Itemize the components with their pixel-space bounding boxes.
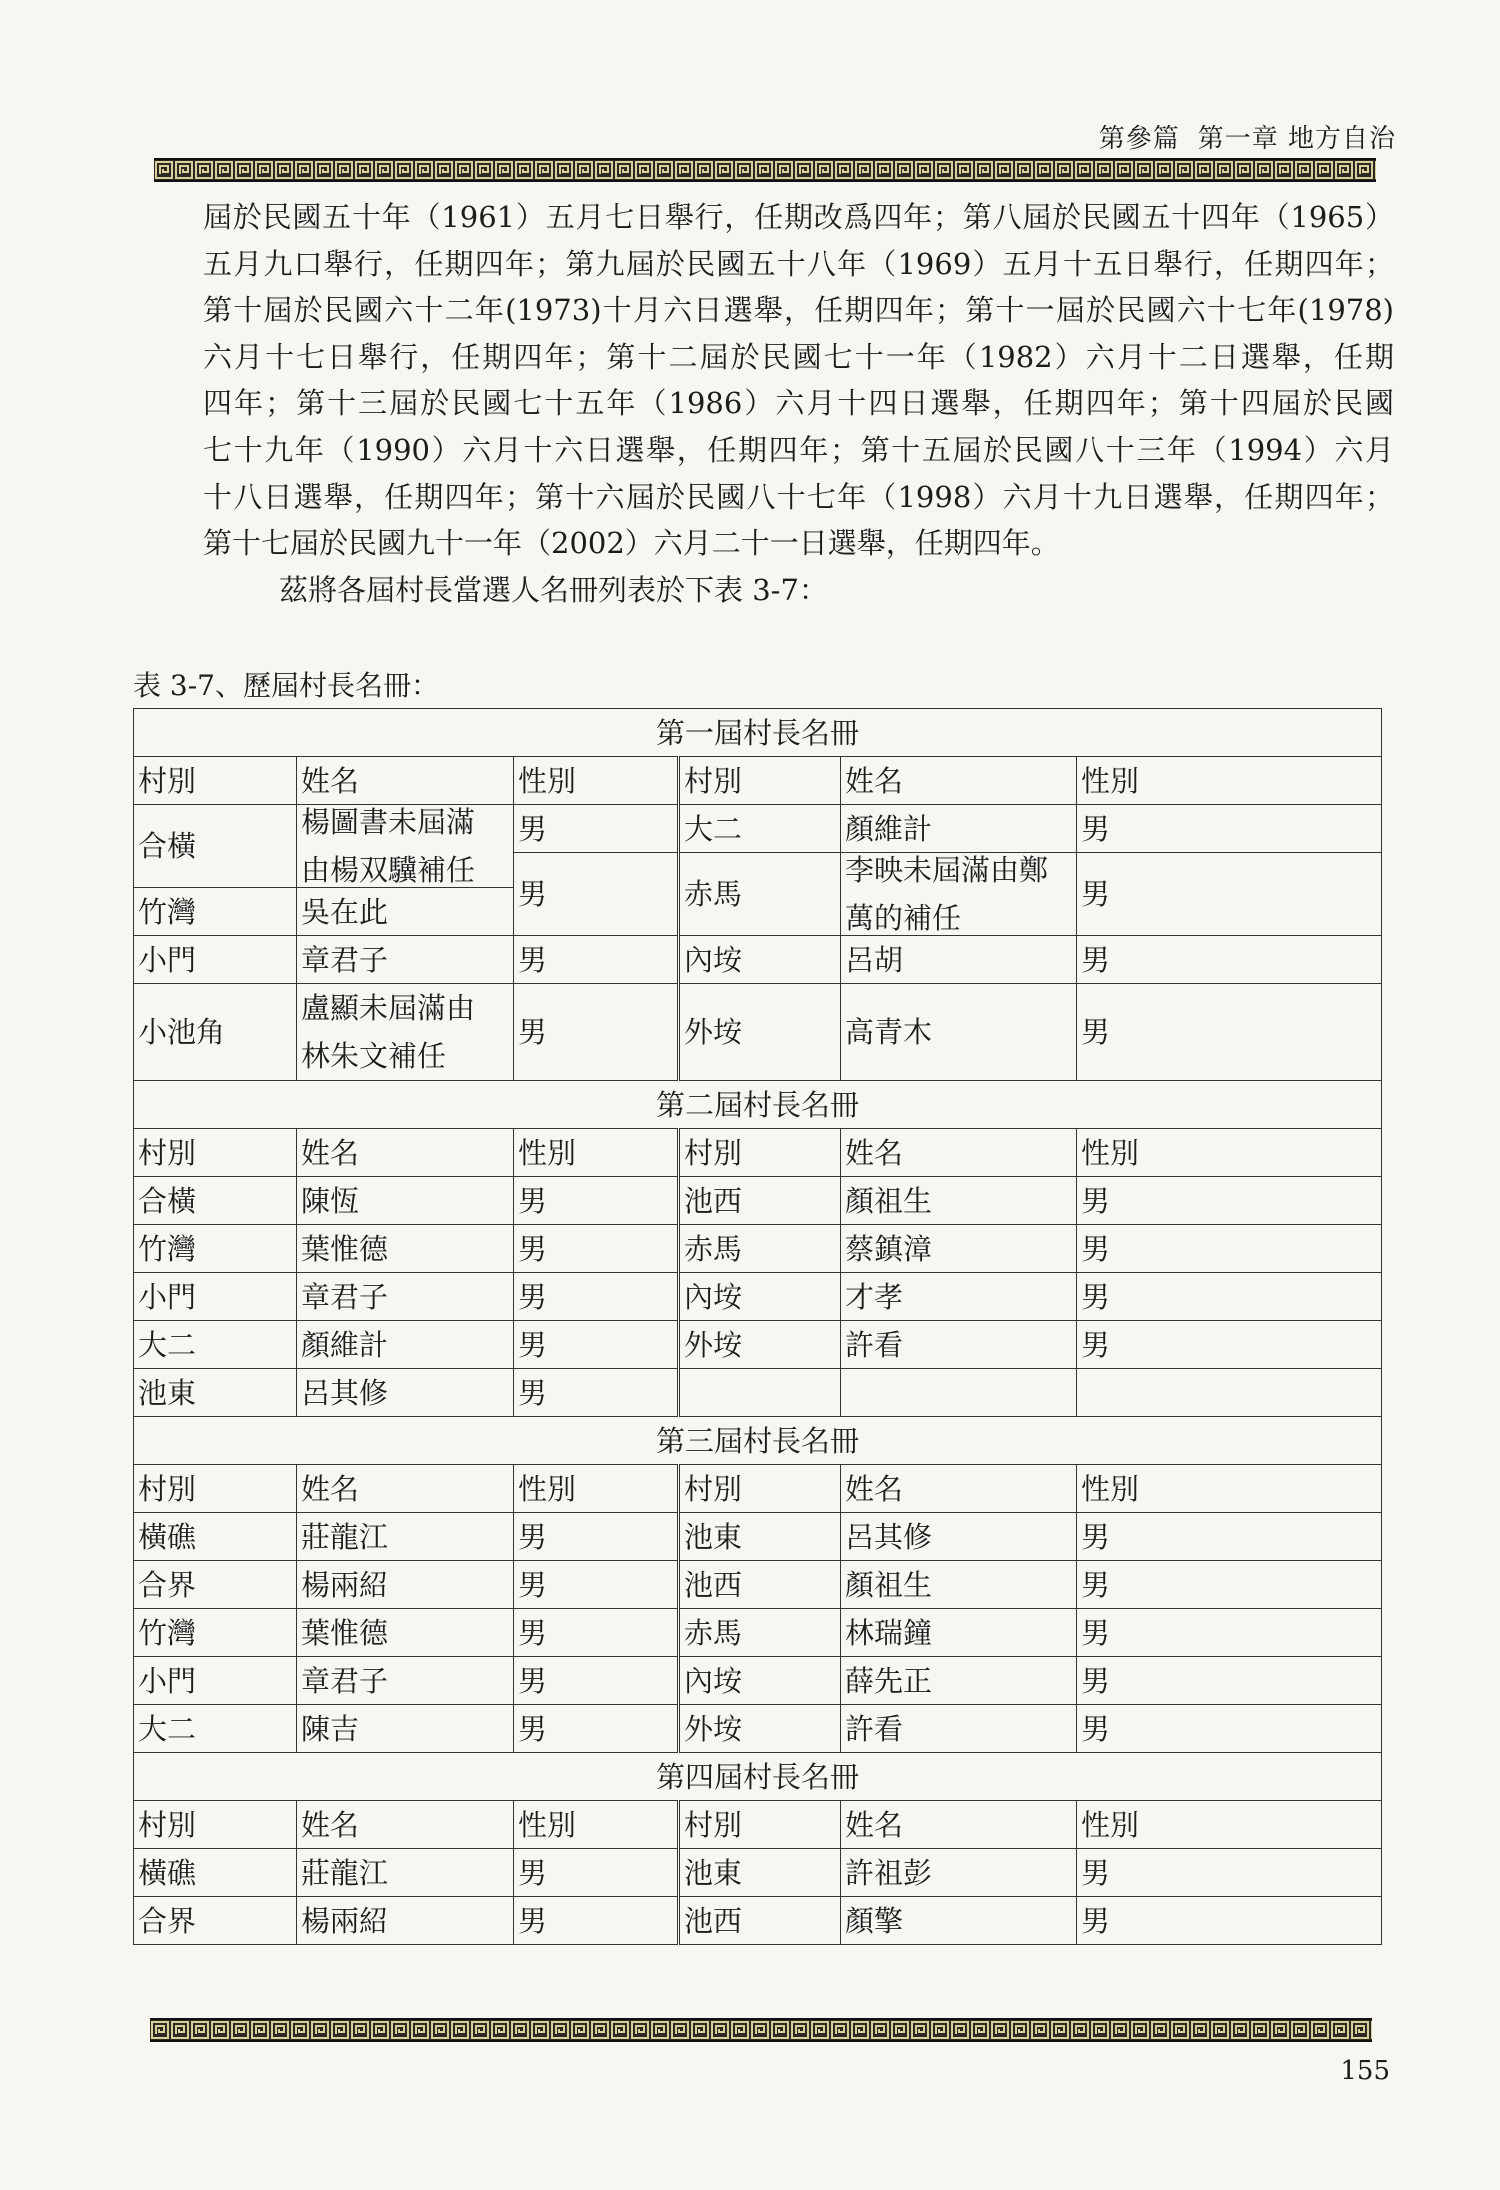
name-cell <box>297 984 514 1081</box>
table-row <box>134 1321 1382 1369</box>
village-cell: 竹灣 <box>134 888 297 936</box>
name-cell: 楊兩紹 <box>297 1897 514 1945</box>
name-cell: 呂胡 <box>841 936 1077 984</box>
gender-cell: 男 <box>1077 1705 1382 1753</box>
table-row <box>134 805 1382 853</box>
name-cell: 高青木 <box>841 984 1077 1081</box>
name-cell: 楊兩紹 <box>297 1561 514 1609</box>
name-cell: 章君子 <box>297 936 514 984</box>
gender-cell: 男 <box>514 805 679 853</box>
village-cell: 內垵 <box>679 1273 841 1321</box>
village-cell: 合橫 <box>134 1177 297 1225</box>
name-cell: 顏維計 <box>297 1321 514 1369</box>
village-chief-roster-table <box>133 708 1382 1945</box>
column-header: 性別 <box>514 757 679 805</box>
village-cell: 合界 <box>134 1561 297 1609</box>
gender-cell: 男 <box>514 1705 679 1753</box>
village-cell: 小池角 <box>134 984 297 1081</box>
village-cell: 池東 <box>679 1513 841 1561</box>
paragraph-line: 十八日選舉，任期四年；第十六屆於民國八十七年（1998）六月十九日選舉，任期四年； <box>203 479 1394 514</box>
name-cell: 葉惟德 <box>297 1225 514 1273</box>
table-row <box>134 936 1382 984</box>
name-cell <box>841 1369 1077 1417</box>
name-cell: 才孝 <box>841 1273 1077 1321</box>
column-header: 性別 <box>514 1465 679 1513</box>
village-cell: 外垵 <box>679 1705 841 1753</box>
name-cell: 薛先正 <box>841 1657 1077 1705</box>
gender-cell: 男 <box>1077 1177 1382 1225</box>
name-line: 李映未屆滿由鄭 <box>845 853 1049 887</box>
village-cell: 竹灣 <box>134 1225 297 1273</box>
table-row <box>134 1561 1382 1609</box>
gender-cell: 男 <box>514 853 679 936</box>
village-cell: 赤馬 <box>679 1609 841 1657</box>
name-cell: 許看 <box>841 1705 1077 1753</box>
paragraph-line: 五月九口舉行，任期四年；第九屆於民國五十八年（1969）五月十五日舉行，任期四年； <box>203 246 1394 281</box>
name-line: 林朱文補任 <box>301 1039 447 1073</box>
gender-cell: 男 <box>1077 984 1382 1081</box>
greek-key-border-bottom <box>150 2018 1372 2042</box>
gender-cell: 男 <box>514 1609 679 1657</box>
gender-cell: 男 <box>514 1369 679 1417</box>
gender-cell: 男 <box>514 1657 679 1705</box>
column-header: 村別 <box>134 1801 297 1849</box>
column-header: 村別 <box>134 1465 297 1513</box>
column-header: 姓名 <box>297 1129 514 1177</box>
column-header: 姓名 <box>841 757 1077 805</box>
name-cell: 呂其修 <box>841 1513 1077 1561</box>
village-cell: 橫礁 <box>134 1849 297 1897</box>
village-cell: 內垵 <box>679 1657 841 1705</box>
name-cell: 呂其修 <box>297 1369 514 1417</box>
paragraph-line: 屆於民國五十年（1961）五月七日舉行，任期改爲四年；第八屆於民國五十四年（1965） <box>203 200 1394 234</box>
name-cell: 蔡鎮漳 <box>841 1225 1077 1273</box>
gender-cell: 男 <box>514 1561 679 1609</box>
name-cell: 章君子 <box>297 1273 514 1321</box>
table-row <box>134 984 1382 1081</box>
column-header: 姓名 <box>841 1465 1077 1513</box>
name-line: 萬的補任 <box>845 901 962 935</box>
column-header: 姓名 <box>841 1801 1077 1849</box>
column-header: 村別 <box>679 1465 841 1513</box>
column-header-row <box>134 1465 1382 1513</box>
chapter-title: 第一章 地方自治 <box>1197 124 1396 154</box>
gender-cell: 男 <box>1077 936 1382 984</box>
column-header: 性別 <box>1077 1465 1382 1513</box>
village-cell: 池西 <box>679 1897 841 1945</box>
column-header: 姓名 <box>297 1465 514 1513</box>
column-header: 村別 <box>134 1129 297 1177</box>
paragraph-line: 六月十七日舉行，任期四年；第十二屆於民國七十一年（1982）六月十二日選舉，任期 <box>203 339 1394 374</box>
paragraph-line: 七十九年（1990）六月十六日選舉，任期四年；第十五屆於民國八十三年（1994）六月 <box>203 432 1394 467</box>
paragraph-line: 四年；第十三屆於民國七十五年（1986）六月十四日選舉，任期四年；第十四屆於民國 <box>203 386 1394 421</box>
table-row <box>134 1609 1382 1657</box>
village-cell: 赤馬 <box>679 853 841 936</box>
paragraph-line: 第十七屆於民國九十一年（2002）六月二十一日選舉，任期四年。 <box>203 526 1060 561</box>
term-title-row <box>134 1417 1382 1465</box>
village-cell: 池東 <box>679 1849 841 1897</box>
name-cell: 葉惟德 <box>297 1609 514 1657</box>
part-title: 第參篇 <box>1098 124 1180 154</box>
name-cell: 許看 <box>841 1321 1077 1369</box>
column-header: 性別 <box>1077 757 1382 805</box>
village-cell: 合界 <box>134 1897 297 1945</box>
term-title-row <box>134 709 1382 757</box>
name-line: 楊圖書未屆滿 <box>301 805 476 839</box>
village-cell: 大二 <box>679 805 841 853</box>
village-cell: 外垵 <box>679 1321 841 1369</box>
name-cell <box>841 853 1077 936</box>
village-cell: 池西 <box>679 1177 841 1225</box>
village-cell: 橫礁 <box>134 1513 297 1561</box>
name-cell: 林瑞鐘 <box>841 1609 1077 1657</box>
gender-cell: 男 <box>514 1513 679 1561</box>
table-caption: 表 3-7、歷屆村長名冊： <box>133 669 439 702</box>
gender-cell: 男 <box>1077 1513 1382 1561</box>
name-line: 由楊双驥補任 <box>301 853 476 887</box>
village-cell: 大二 <box>134 1705 297 1753</box>
column-header: 姓名 <box>841 1129 1077 1177</box>
gender-cell: 男 <box>514 1897 679 1945</box>
village-cell: 赤馬 <box>679 1225 841 1273</box>
column-header: 村別 <box>679 1801 841 1849</box>
table-row <box>134 1657 1382 1705</box>
gender-cell: 男 <box>514 1225 679 1273</box>
term-title-row <box>134 1753 1382 1801</box>
table-row <box>134 1369 1382 1417</box>
column-header: 村別 <box>134 757 297 805</box>
name-cell <box>297 805 514 888</box>
village-cell: 竹灣 <box>134 1609 297 1657</box>
greek-key-border-top <box>154 158 1376 182</box>
gender-cell: 男 <box>1077 805 1382 853</box>
village-cell: 池東 <box>134 1369 297 1417</box>
column-header: 性別 <box>514 1129 679 1177</box>
term-title: 第三屆村長名冊 <box>134 1417 1382 1465</box>
table-row <box>134 1177 1382 1225</box>
page-number: 155 <box>1340 2056 1390 2086</box>
paragraph-line: 第十屆於民國六十二年(1973)十月六日選舉，任期四年；第十一屆於民國六十七年(1978) <box>203 293 1394 328</box>
gender-cell: 男 <box>1077 1897 1382 1945</box>
table-row <box>134 1273 1382 1321</box>
village-cell: 內垵 <box>679 936 841 984</box>
gender-cell: 男 <box>1077 853 1382 936</box>
column-header: 村別 <box>679 757 841 805</box>
gender-cell: 男 <box>514 1177 679 1225</box>
village-cell: 合橫 <box>134 805 297 888</box>
name-cell: 顏祖生 <box>841 1177 1077 1225</box>
column-header-row <box>134 757 1382 805</box>
column-header: 姓名 <box>297 1801 514 1849</box>
running-header <box>1081 118 1396 155</box>
gender-cell: 男 <box>1077 1561 1382 1609</box>
name-cell: 許祖彭 <box>841 1849 1077 1897</box>
term-title: 第二屆村長名冊 <box>134 1081 1382 1129</box>
name-cell: 顏祖生 <box>841 1561 1077 1609</box>
gender-cell: 男 <box>514 984 679 1081</box>
name-cell: 陳恆 <box>297 1177 514 1225</box>
column-header: 性別 <box>514 1801 679 1849</box>
table-intro-text: 茲將各屆村長當選人名冊列表於下表 3-7： <box>279 573 828 607</box>
gender-cell: 男 <box>1077 1225 1382 1273</box>
village-cell: 池西 <box>679 1561 841 1609</box>
village-cell: 小門 <box>134 1273 297 1321</box>
gender-cell: 男 <box>514 1273 679 1321</box>
name-cell: 章君子 <box>297 1657 514 1705</box>
name-cell: 莊龍江 <box>297 1513 514 1561</box>
term-title-row <box>134 1081 1382 1129</box>
name-cell: 顏擎 <box>841 1897 1077 1945</box>
column-header-row <box>134 1129 1382 1177</box>
name-cell: 吳在此 <box>297 888 514 936</box>
gender-cell: 男 <box>514 936 679 984</box>
gender-cell: 男 <box>1077 1321 1382 1369</box>
term-title: 第四屆村長名冊 <box>134 1753 1382 1801</box>
gender-cell: 男 <box>1077 1273 1382 1321</box>
column-header: 性別 <box>1077 1129 1382 1177</box>
village-cell: 小門 <box>134 936 297 984</box>
table-row <box>134 1225 1382 1273</box>
gender-cell: 男 <box>1077 1657 1382 1705</box>
gender-cell: 男 <box>1077 1849 1382 1897</box>
village-cell: 大二 <box>134 1321 297 1369</box>
table-row <box>134 1897 1382 1945</box>
column-header: 姓名 <box>297 757 514 805</box>
gender-cell <box>1077 1369 1382 1417</box>
table-row <box>134 1513 1382 1561</box>
name-line: 盧顯未屆滿由 <box>301 991 476 1025</box>
term-title: 第一屆村長名冊 <box>134 709 1382 757</box>
table-row <box>134 1849 1382 1897</box>
gender-cell: 男 <box>1077 1609 1382 1657</box>
table-row <box>134 1705 1382 1753</box>
village-cell: 外垵 <box>679 984 841 1081</box>
village-cell: 小門 <box>134 1657 297 1705</box>
name-cell: 顏維計 <box>841 805 1077 853</box>
column-header: 村別 <box>679 1129 841 1177</box>
column-header: 性別 <box>1077 1801 1382 1849</box>
column-header-row <box>134 1801 1382 1849</box>
gender-cell: 男 <box>514 1321 679 1369</box>
body-paragraph <box>203 194 1394 567</box>
name-cell: 陳吉 <box>297 1705 514 1753</box>
village-cell <box>679 1369 841 1417</box>
gender-cell: 男 <box>514 1849 679 1897</box>
name-cell: 莊龍江 <box>297 1849 514 1897</box>
